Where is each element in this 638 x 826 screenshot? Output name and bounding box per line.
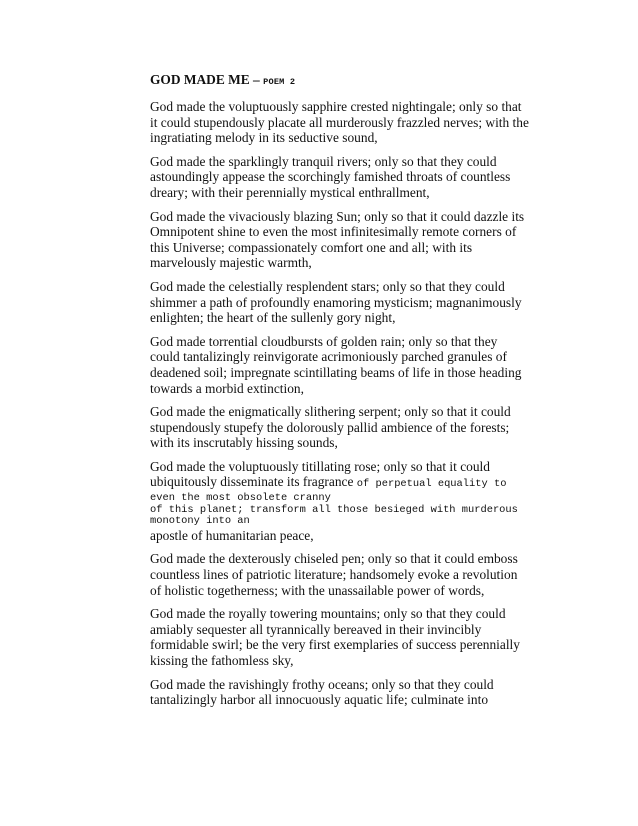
stanza-7-serif-start: God made the voluptuously titillating rose; only so that it could ubiquitously disseminate its fragrance <box>150 458 490 490</box>
stanza-2: God made the sparklingly tranquil rivers; only so that they could astoundingly appease the scorchingly famished throats of countless dreary; with their perennially mystical enthrallment, <box>150 153 511 200</box>
poem-title <box>150 72 530 90</box>
stanza-7-mono-line-2: of this planet; transform all those besieged with murderous <box>150 503 518 516</box>
stanza-7-mono-inline: of perpetual equality to <box>356 478 507 491</box>
stanza-6: God made the enigmatically slithering serpent; only so that it could stupendously stupefy the dolorously pallid ambience of the forests; with its inscrutably hissing sounds, <box>150 404 511 451</box>
stanza-3: God made the vivaciously blazing Sun; only so that it could dazzle its Omnipotent shine to even the most infinitesimally remote corners of this Universe; compassionately comfort one and all; with its marvelously majestic warmth, <box>150 208 525 271</box>
title-dash: – <box>253 72 260 87</box>
stanza-8: God made the dexterously chiseled pen; only so that it could emboss countless lines of patriotic literature; handsomely evoke a revolution of holistic togetherness; with the unassailable power of words, <box>150 551 518 598</box>
title-subtitle: POEM 2 <box>263 77 296 87</box>
stanza-7-mono-line-1: even the most obsolete cranny <box>150 492 331 505</box>
stanza-7-mono-line-3: monotony into an <box>150 515 250 528</box>
stanza-1: God made the voluptuously sapphire crested nightingale; only so that it could stupendously placate all murderously frazzled nerves; with the ingratiating melody in its seductive sound, <box>150 99 529 146</box>
title-main: GOD MADE ME <box>150 72 250 87</box>
stanza-7 <box>150 459 530 544</box>
stanza-5: God made torrential cloudbursts of golden rain; only so that they could tantalizingly reinvigorate acrimoniously parched granules of deadened soil; impregnate scintillating beams of life in those heading towards a morbid extinction, <box>150 333 522 396</box>
stanza-7-serif-end: apostle of humanitarian peace, <box>150 527 314 543</box>
stanza-9: God made the royally towering mountains; only so that they could amiably sequester all tyrannically bereaved in their invincibly formidable swirl; be the very first exemplaries of success perennially kissing the fathomless sky, <box>150 606 520 668</box>
document-page <box>150 72 530 716</box>
stanza-4: God made the celestially resplendent stars; only so that they could shimmer a path of profoundly enamoring mysticism; magnanimously enlighten; the heart of the sullenly gory night, <box>150 278 522 326</box>
stanza-10: God made the ravishingly frothy oceans; only so that they could tantalizingly harbor all innocuously aquatic life; culminate into <box>150 676 494 708</box>
